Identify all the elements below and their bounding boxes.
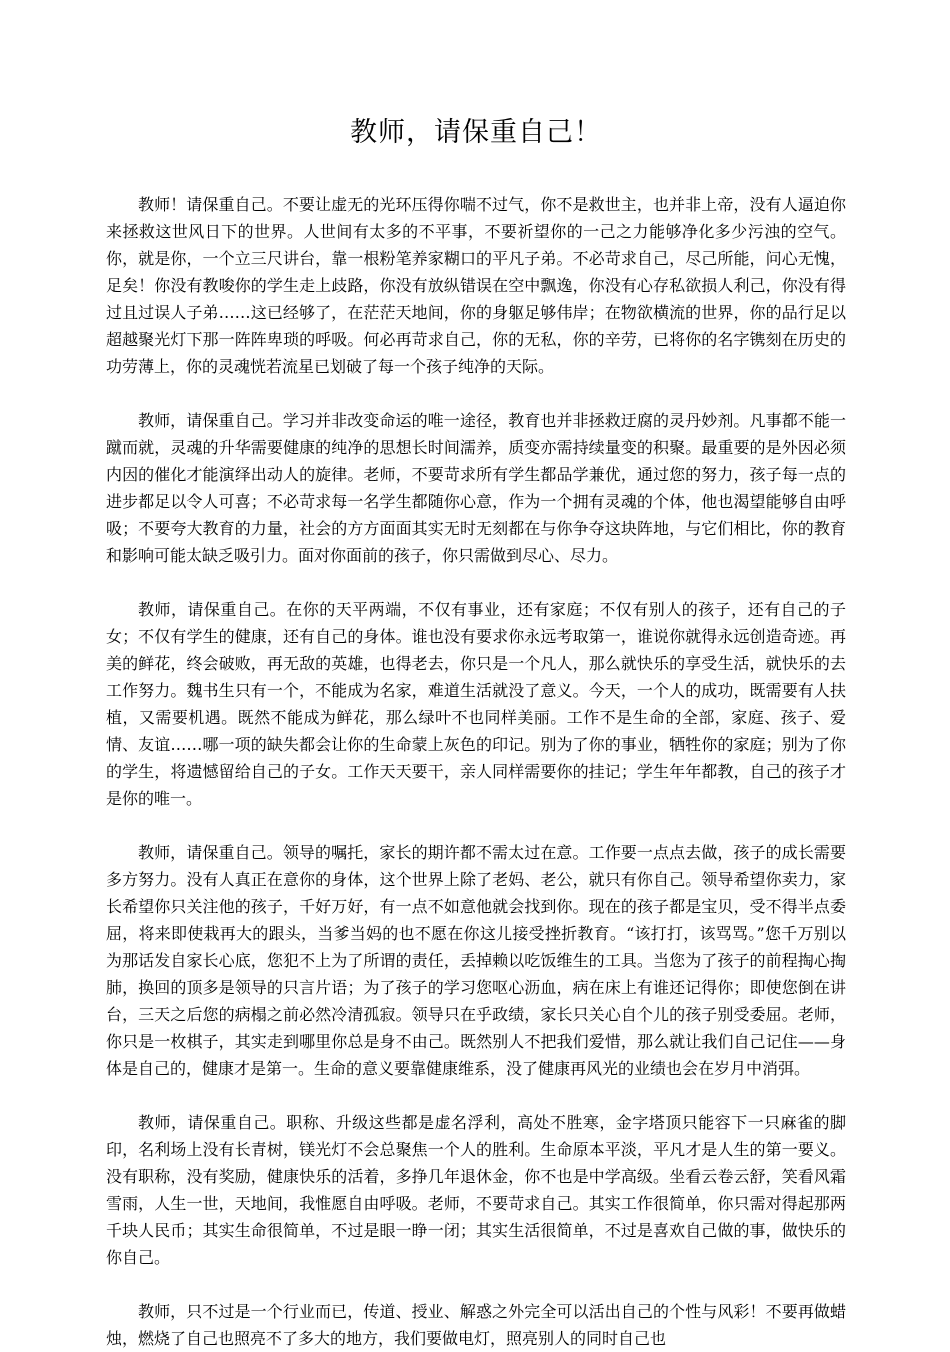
document-title: 教师，请保重自己！ [350,117,602,148]
paragraph-6: 教师，只不过是一个行业而已，传道、授业、解惑之外完全可以活出自己的个性与风彩！不要再做蜡烛，燃烧了自己也照亮不了多大的地方，我们要做电灯，照亮别人的同时自己也 [106,1302,846,1348]
paragraph-4: 教师，请保重自己。领导的嘱托，家长的期许都不需太过在意。工作要一点点去做，孩子的成长需要多方努力。没有人真正在意你的身体，这个世界上除了老妈、老公，就只有你自己。领导希望你卖力，家长希望你只关注他的孩子，千好万好，有一点不如意他就会找到你。现在的孩子都是宝贝，受不得半点委屈，将来即使栽再大的跟头，当爹当妈的也不愿在你这儿接受挫折教育。“该打打，该骂骂。”您千万别以为那话发自家长心底，您犯不上为了所谓的责任，丢掉赖以吃饭维生的工具。当您为了孩子的前程掏心掏肺，换回的顶多是领导的只言片语；为了孩子的学习您呕心沥血，病在床上有谁还记得你；即使您倒在讲台，三天之后您的病榻之前必然冷清孤寂。领导只在乎政绩，家长只关心自个儿的孩子别受委屈。老师，你只是一枚棋子，其实走到哪里你总是身不由己。既然别人不把我们爱惜，那么就让我们自己记住——身体是自己的，健康才是第一。生命的意义要靠健康维系，没了健康再风光的业绩也会在岁月中消弭。 [106,843,846,1078]
paragraph-3: 教师，请保重自己。在你的天平两端，不仅有事业，还有家庭；不仅有别人的孩子，还有自己的子女；不仅有学生的健康，还有自己的身体。谁也没有要求你永远考取第一，谁说你就得永远创造奇迹。再美的鲜花，终会破败，再无敌的英雄，也得老去，你只是一个凡人，那么就快乐的享受生活，就快乐的去工作努力。魏书生只有一个，不能成为名家，难道生活就没了意义。今天，一个人的成功，既需要有人扶植，又需要机遇。既然不能成为鲜花，那么绿叶不也同样美丽。工作不是生命的全部，家庭、孩子、爱情、友谊……哪一项的缺失都会让你的生命蒙上灰色的印记。别为了你的事业，牺牲你的家庭；别为了你的学生，将遗憾留给自己的子女。工作天天要干，亲人同样需要你的挂记；学生年年都教，自己的孩子才是你的唯一。 [106,600,846,808]
paragraph-1: 教师！请保重自己。不要让虚无的光环压得你喘不过气，你不是救世主，也并非上帝，没有人逼迫你来拯救这世风日下的世界。人世间有太多的不平事，不要祈望你的一己之力能够净化多少污浊的空气。你，就是你，一个立三尺讲台，靠一根粉笔养家糊口的平凡子弟。不必苛求自己，尽己所能，问心无愧，足矣！你没有教唆你的学生走上歧路，你没有放纵错误在空中飘逸，你没有心存私欲损人利己，你没有得过且过误人子弟……这已经够了，在茫茫天地间，你的身躯足够伟岸；在物欲横流的世界，你的品行足以超越聚光灯下那一阵阵卑琐的呼吸。何必再苛求自己，你的无私，你的辛劳，已将你的名字镌刻在历史的功劳薄上，你的灵魂恍若流星已划破了每一个孩子纯净的天际。 [106,195,846,376]
paragraph-5: 教师，请保重自己。职称、升级这些都是虚名浮利，高处不胜寒，金字塔顶只能容下一只麻雀的脚印，名利场上没有长青树，镁光灯不会总聚焦一个人的胜利。生命原本平淡，平凡才是人生的第一要义。没有职称，没有奖励，健康快乐的活着，多挣几年退休金，你不也是中学高级。坐看云卷云舒，笑看风霜雪雨，人生一世，天地间，我惟愿自由呼吸。老师，不要苛求自己。其实工作很简单，你只需对得起那两千块人民币；其实生命很简单，不过是眼一睁一闭；其实生活很简单，不过是喜欢自己做的事，做快乐的你自己。 [106,1113,846,1267]
document-page [106,0,846,1352]
paragraph-2: 教师，请保重自己。学习并非改变命运的唯一途径，教育也并非拯救迂腐的灵丹妙剂。凡事都不能一蹴而就，灵魂的升华需要健康的纯净的思想长时间濡养，质变亦需持续量变的积聚。最重要的是外因必须内因的催化才能演绎出动人的旋律。老师，不要苛求所有学生都品学兼优，通过您的努力，孩子每一点的进步都足以令人可喜；不必苛求每一名学生都随你心意，作为一个拥有灵魂的个体，他也渴望能够自由呼吸；不要夸大教育的力量，社会的方方面面其实无时无刻都在与你争夺这块阵地，与它们相比，你的教育和影响可能太缺乏吸引力。面对你面前的孩子，你只需做到尽心、尽力。 [106,411,846,565]
document-body [106,191,846,1352]
